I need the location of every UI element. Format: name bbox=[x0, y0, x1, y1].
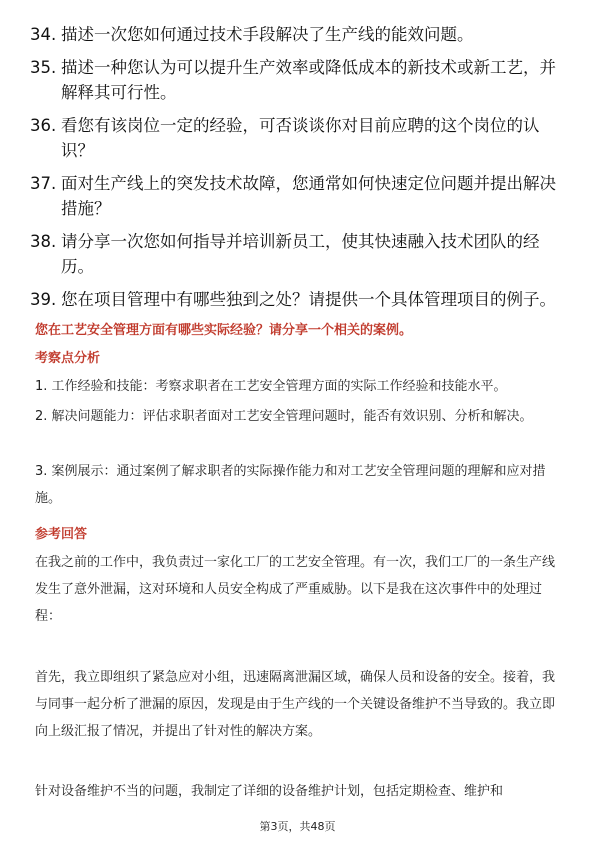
question-item bbox=[30, 113, 570, 163]
question-number: 38. bbox=[30, 232, 57, 251]
page-footer: 第3页，共48页 bbox=[259, 820, 336, 833]
analysis-point: 1. 工作经验和技能：考察求职者在工艺安全管理方面的实际工作经验和技能水平。 bbox=[35, 379, 507, 394]
question-number: 39. bbox=[30, 290, 57, 309]
question-text: 请分享一次您如何指导并培训新员工，使其快速融入技术团队的经历。 bbox=[61, 232, 540, 276]
question-number: 37. bbox=[30, 174, 57, 193]
question-item bbox=[30, 229, 570, 279]
answer-paragraph: 首先，我立即组织了紧急应对小组，迅速隔离泄漏区域，确保人员和设备的安全。接着，我与同事一起分析了泄漏的原因，发现是由于生产线的一个关键设备维护不当导致的。我立即向上级汇报了情况，并提出了针对性的解决方案。 bbox=[35, 670, 556, 739]
question-text: 描述一次您如何通过技术手段解决了生产线的能效问题。 bbox=[61, 25, 474, 44]
question-item bbox=[30, 22, 570, 47]
question-text: 您在项目管理中有哪些独到之处？请提供一个具体管理项目的例子。 bbox=[61, 290, 556, 309]
question-number: 36. bbox=[30, 116, 57, 135]
question-text: 描述一种您认为可以提升生产效率或降低成本的新技术或新工艺，并解释其可行性。 bbox=[61, 58, 556, 102]
question-number: 35. bbox=[30, 58, 57, 77]
analysis-point: 3. 案例展示：通过案例了解求职者的实际操作能力和对工艺安全管理问题的理解和应对措施。 bbox=[35, 464, 546, 506]
analysis-heading: 考察点分析 bbox=[35, 351, 101, 366]
answer-paragraph: 在我之前的工作中，我负责过一家化工厂的工艺安全管理。有一次，我们工厂的一条生产线发生了意外泄漏，这对环境和人员安全构成了严重威胁。以下是我在这次事件中的处理过程： bbox=[35, 555, 556, 624]
question-number: 34. bbox=[30, 25, 57, 44]
answer-heading: 参考回答 bbox=[35, 527, 88, 542]
question-list bbox=[30, 22, 570, 320]
question-text: 看您有该岗位一定的经验，可否谈谈你对目前应聘的这个岗位的认识？ bbox=[61, 116, 540, 160]
question-text: 面对生产线上的突发技术故障，您通常如何快速定位问题并提出解决措施？ bbox=[61, 174, 556, 218]
analysis-point: 2. 解决问题能力：评估求职者面对工艺安全管理问题时，能否有效识别、分析和解决。 bbox=[35, 409, 533, 424]
featured-question-heading: 您在工艺安全管理方面有哪些实际经验？请分享一个相关的案例。 bbox=[35, 323, 413, 338]
question-item bbox=[30, 287, 570, 312]
question-item bbox=[30, 55, 570, 105]
answer-paragraph: 针对设备维护不当的问题，我制定了详细的设备维护计划，包括定期检查、维护和 bbox=[35, 784, 504, 799]
question-item bbox=[30, 171, 570, 221]
